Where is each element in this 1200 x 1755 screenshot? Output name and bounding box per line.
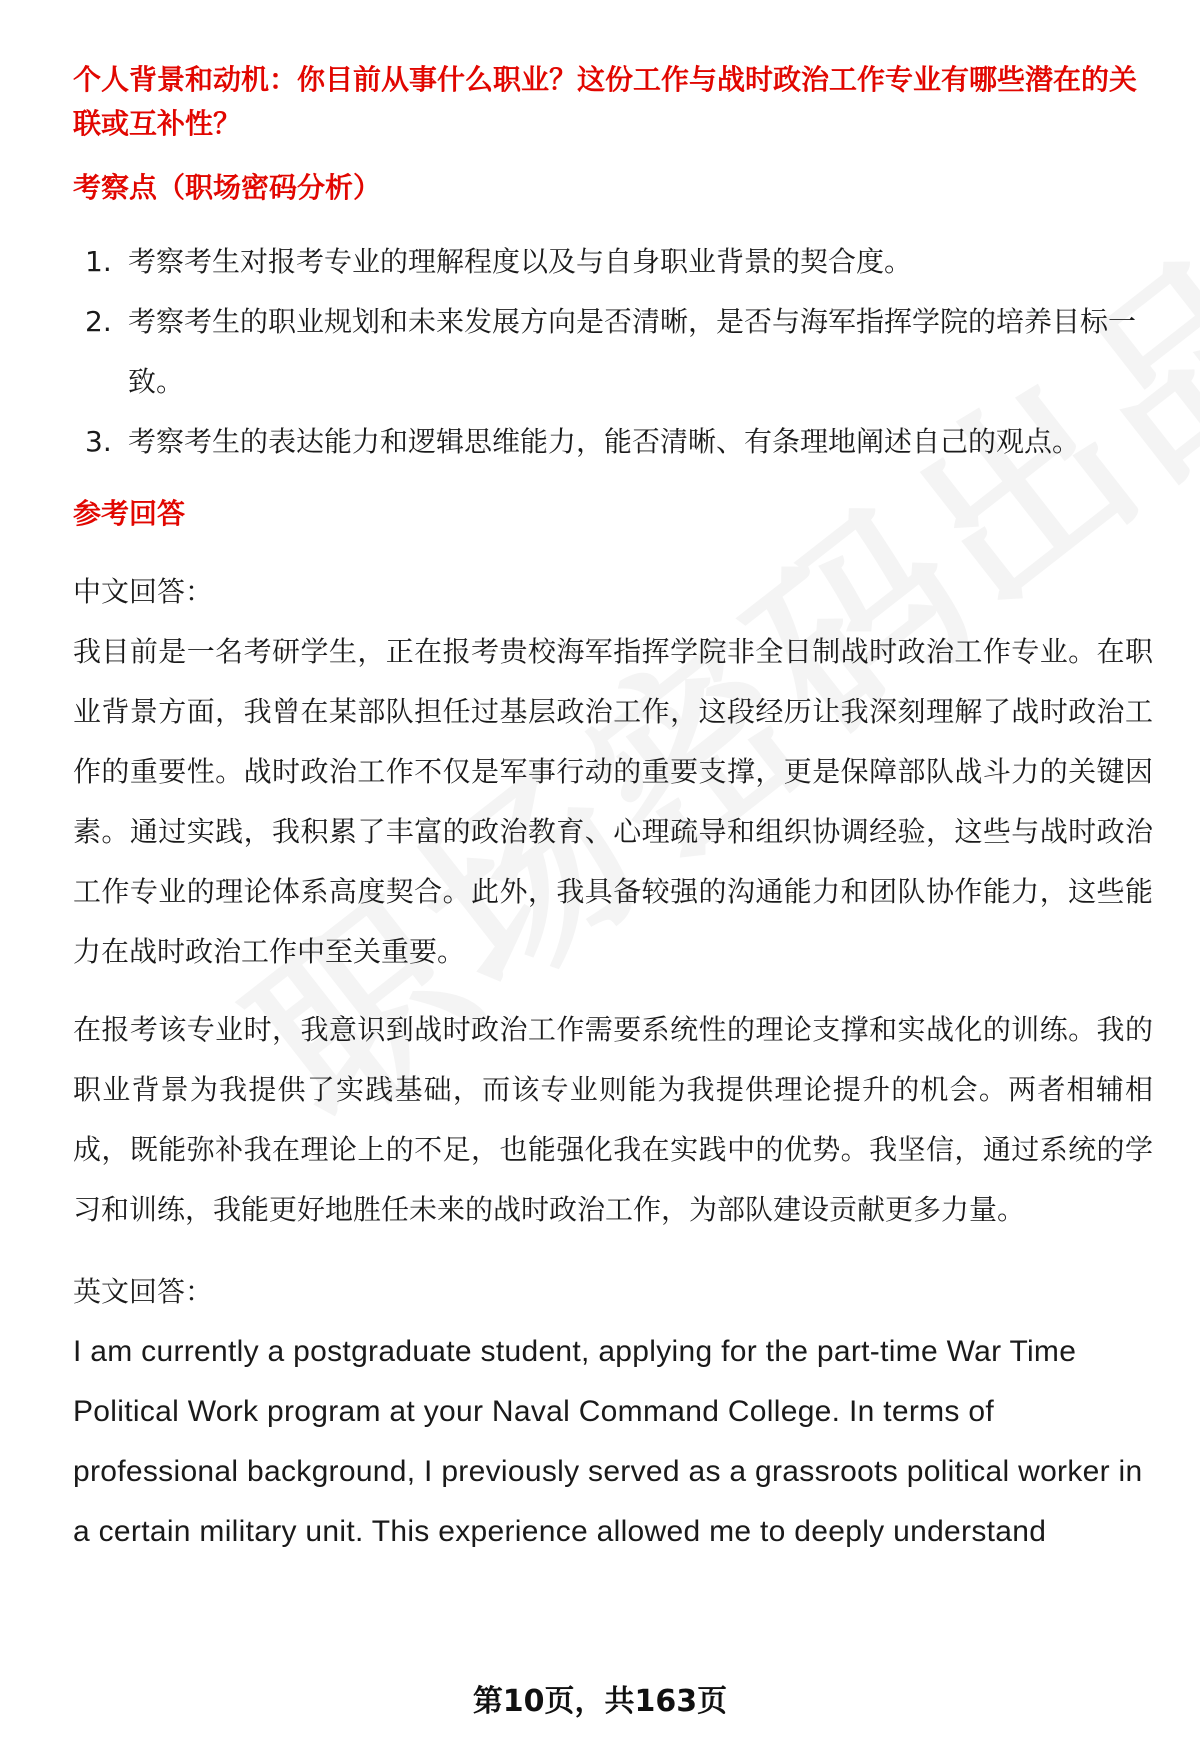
reference-answer-heading: 参考回答 bbox=[73, 497, 186, 530]
list-item-number: 3. bbox=[85, 425, 112, 458]
list-item-number: 1. bbox=[85, 245, 112, 278]
list-item bbox=[73, 292, 1153, 412]
list-item-text: 考察考生对报考专业的理解程度以及与自身职业背景的契合度。 bbox=[128, 245, 913, 278]
chinese-answer-paragraph: 我目前是一名考研学生，正在报考贵校海军指挥学院非全日制战时政治工作专业。在职业背景方面，我曾在某部队担任过基层政治工作，这段经历让我深刻理解了战时政治工作的重要性。战时政治工作不仅是军事行动的重要支撑，更是保障部队战斗力的关键因素。通过实践，我积累了丰富的政治教育、心理疏导和组织协调经验，这些与战时政治工作专业的理论体系高度契合。此外，我具备较强的沟通能力和团队协作能力，这些能力在战时政治工作中至关重要。 bbox=[73, 635, 1153, 968]
english-answer-label: 英文回答： bbox=[73, 1275, 214, 1308]
list-item-text: 考察考生的表达能力和逻辑思维能力，能否清晰、有条理地阐述自己的观点。 bbox=[128, 425, 1081, 458]
list-item bbox=[73, 232, 1153, 292]
chinese-answer-paragraph: 在报考该专业时，我意识到战时政治工作需要系统性的理论支撑和实战化的训练。我的职业背景为我提供了实践基础，而该专业则能为我提供理论提升的机会。两者相辅相成，既能弥补我在理论上的不足，也能强化我在实践中的优势。我坚信，通过系统的学习和训练，我能更好地胜任未来的战时政治工作，为部队建设贡献更多力量。 bbox=[73, 1013, 1153, 1226]
page-content bbox=[73, 58, 1153, 1562]
list-item-number: 2. bbox=[85, 305, 112, 338]
chinese-answer-label: 中文回答： bbox=[73, 575, 214, 608]
english-answer-paragraph: I am currently a postgraduate student, applying for the part-time War Time Political Work program at your Naval Command College. In terms of professional background, I previously served as a grassroots political worker in a certain military unit. This experience allowed me to deeply understand bbox=[73, 1335, 1143, 1548]
exam-points-list bbox=[73, 232, 1153, 472]
page-number-footer: 第10页，共163页 bbox=[472, 1684, 728, 1719]
list-item bbox=[73, 412, 1153, 472]
question-title: 个人背景和动机：你目前从事什么职业？这份工作与战时政治工作专业有哪些潜在的关联或互补性？ bbox=[73, 63, 1138, 140]
list-item-text: 考察考生的职业规划和未来发展方向是否清晰，是否与海军指挥学院的培养目标一致。 bbox=[128, 305, 1137, 398]
exam-points-heading: 考察点（职场密码分析） bbox=[73, 171, 382, 204]
